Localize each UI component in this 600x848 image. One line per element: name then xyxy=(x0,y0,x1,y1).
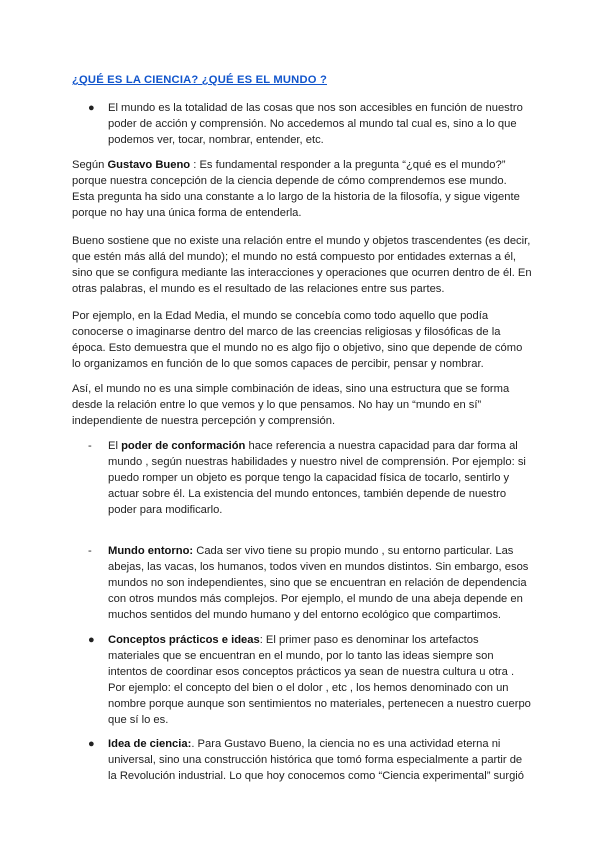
list-marker: - xyxy=(88,440,92,452)
paragraph-prefix: Según xyxy=(72,159,108,171)
list-item-mundo-entorno xyxy=(108,543,532,623)
item-term: poder de conformación xyxy=(121,440,246,452)
list-item-idea-ciencia xyxy=(108,736,532,784)
list-marker: - xyxy=(88,545,92,557)
paragraph-middle-ages: Por ejemplo, en la Edad Media, el mundo se concebía como todo aquello que podía conocerse o imaginarse dentro del marco de las creencias religiosas y filosóficas de la época. Esto demuestra que el mundo no es algo fijo o objetivo, sino que depende de cómo lo organizamos en función de lo que somos capaces de percibir, pensar y nombrar. xyxy=(72,310,523,370)
item-text: . Para Gustavo Bueno, la ciencia no es una actividad eterna ni universal, sino una construcción histórica que tomó forma especialmente a partir de la Revolución industrial. Lo que hoy conocemos como “Ciencia experimental” surgió xyxy=(108,738,525,782)
item-text: Cada ser vivo tiene su propio mundo , su entorno particular. Las abejas, las vacas, los humanos, todos viven en mundos distintos. Sin embargo, esos mundos no son independientes, sino que se encuentran en relación de dependencia con otros mundos más complejos. Por ejemplo, el mundo de una abeja depende en muchos sentidos del mundo humano y del entorno ecológico que compartimos. xyxy=(108,545,529,621)
item-text: hace referencia a nuestra capacidad para dar forma al mundo , según nuestras habilidades y nuestro nivel de comprensión. Por ejemplo: si puedo romper un objeto es porque tengo la capacidad física de tocarlo, sentirlo y actuar sobre él. La existencia del mundo entonces, también depende de nuestro poder para modificarlo. xyxy=(108,440,526,516)
paragraph-conclusion: Así, el mundo no es una simple combinación de ideas, sino una estructura que se forma desde la relación entre lo que vemos y lo que pensamos. No hay un “mundo en sí” independiente de nuestra percepción y comprensión. xyxy=(72,383,510,427)
item-term: Mundo entorno: xyxy=(108,545,194,557)
bullet-marker: ● xyxy=(88,102,95,114)
item-text: : El primer paso es denominar los artefactos materiales que se encuentran en el mundo, por lo tanto las ideas siempre son intentos de coordinar esos conceptos prácticos ya sean de nuestra cultura u otra . Por ejemplo: el concepto del bien o el dolor , etc , los hemos denominado con un nombre porque aunque son sentimientos no materiales, pertenecen a nuestro cuerpo que sí lo es. xyxy=(108,634,531,726)
item-term: Conceptos prácticos e ideas xyxy=(108,634,260,646)
item-prefix: El xyxy=(108,440,122,452)
list-marker: ● xyxy=(88,634,95,646)
intro-bullet-text: El mundo es la totalidad de las cosas que nos son accesibles en función de nuestro poder de acción y comprensión. No accedemos al mundo tal cual es, sino a lo que podemos ver, tocar, nombrar, entender, etc. xyxy=(108,102,523,146)
page-title: ¿QUÉ ES LA CIENCIA? ¿QUÉ ES EL MUNDO ? xyxy=(72,74,327,86)
paragraph-text: : Es fundamental responder a la pregunta “¿qué es el mundo?” porque nuestra concepción de la ciencia depende de cómo comprendemos ese mundo. Esta pregunta ha sido una constante a lo largo de la historia de la filosofía, y sigue vigente porque no hay una única forma de entenderla. xyxy=(72,159,520,219)
list-item-poder-conformacion xyxy=(108,438,532,518)
paragraph-gustavo-bueno xyxy=(72,157,532,221)
paragraph-relations: Bueno sostiene que no existe una relación entre el mundo y objetos trascendentes (es decir, que estén más allá del mundo); el mundo no está compuesto por entidades externas a él, sino que se configura mediante las interacciones y operaciones que ocurren dentro de él. En otras palabras, el mundo es el resultado de las relaciones entre sus partes. xyxy=(72,235,532,295)
list-item-conceptos-practicos xyxy=(108,632,532,728)
list-marker: ● xyxy=(88,738,95,750)
author-name: Gustavo Bueno xyxy=(107,159,191,171)
item-term: Idea de ciencia: xyxy=(108,738,192,750)
